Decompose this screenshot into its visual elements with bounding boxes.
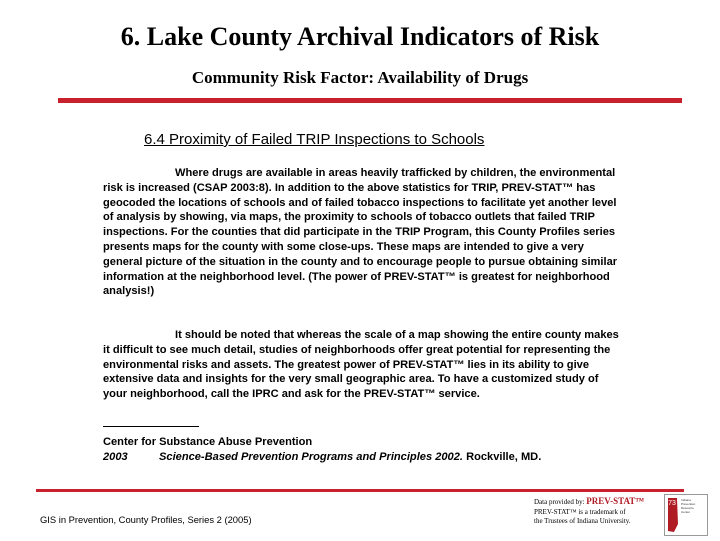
credit-line-2: PREV-STAT™ is a trademark of [534, 507, 626, 516]
logo-page-number: 73 [668, 500, 676, 507]
reference-citation [103, 451, 541, 463]
logo-text: Indiana Prevention Resource Center [681, 498, 696, 514]
section-heading: 6.4 Proximity of Failed TRIP Inspections to Schools [144, 131, 485, 148]
footer-divider [36, 489, 684, 492]
reference-year: 2003 [103, 451, 128, 463]
header-divider [58, 98, 682, 103]
reference-work: Science-Based Prevention Programs and Principles 2002. [159, 451, 463, 463]
iprc-logo [664, 494, 708, 536]
footnote-rule [103, 426, 199, 427]
body-paragraph-2: It should be noted that whereas the scale of a map showing the entire county makes it difficult to see much detail, studies of neighborhoods offer great potential for representing the environmental risks and assets. The greatest power of PREV-STAT™ lies in its ability to give extensive data and insights for the very small geographic area. To have a customized study of your neighborhood, call the IPRC and ask for the PREV-STAT™ service. [103, 329, 619, 401]
footer-text: GIS in Prevention, County Profiles, Series 2 (2005) [40, 514, 252, 525]
page-subtitle: Community Risk Factor: Availability of Drugs [191, 68, 529, 87]
credit-line-1: Data provided by: PREV-STAT™ [534, 496, 645, 506]
reference-org: Center for Substance Abuse Prevention [103, 436, 313, 448]
page-title: 6. Lake County Archival Indicators of Risk [120, 22, 600, 51]
body-paragraph-1: Where drugs are available in areas heavily trafficked by children, the environmental risk is increased (CSAP 2003:8). In addition to the above statistics for TRIP, PREV-STAT™ has geocoded the locations of schools and of failed tobacco inspections to facilitate yet another level of analysis by showing, via maps, the proximity to schools of tobacco outlets that failed TRIP inspections. For the counties that did participate in the TRIP Program, this County Profiles series presents maps for the county with some close-ups. These maps are intended to give a very general picture of the situation in the county and to encourage people to pursue obtaining similar information at the neighborhood level. (The power of PREV-STAT™ is greatest for neighborhood analysis!) [103, 167, 618, 298]
indiana-map-icon [664, 494, 708, 536]
reference-place: Rockville, MD. [462, 451, 542, 463]
prev-stat-brand: PREV-STAT™ [586, 496, 645, 506]
credit-line-3: the Trustees of Indiana University. [534, 517, 631, 525]
data-credit [534, 497, 660, 527]
